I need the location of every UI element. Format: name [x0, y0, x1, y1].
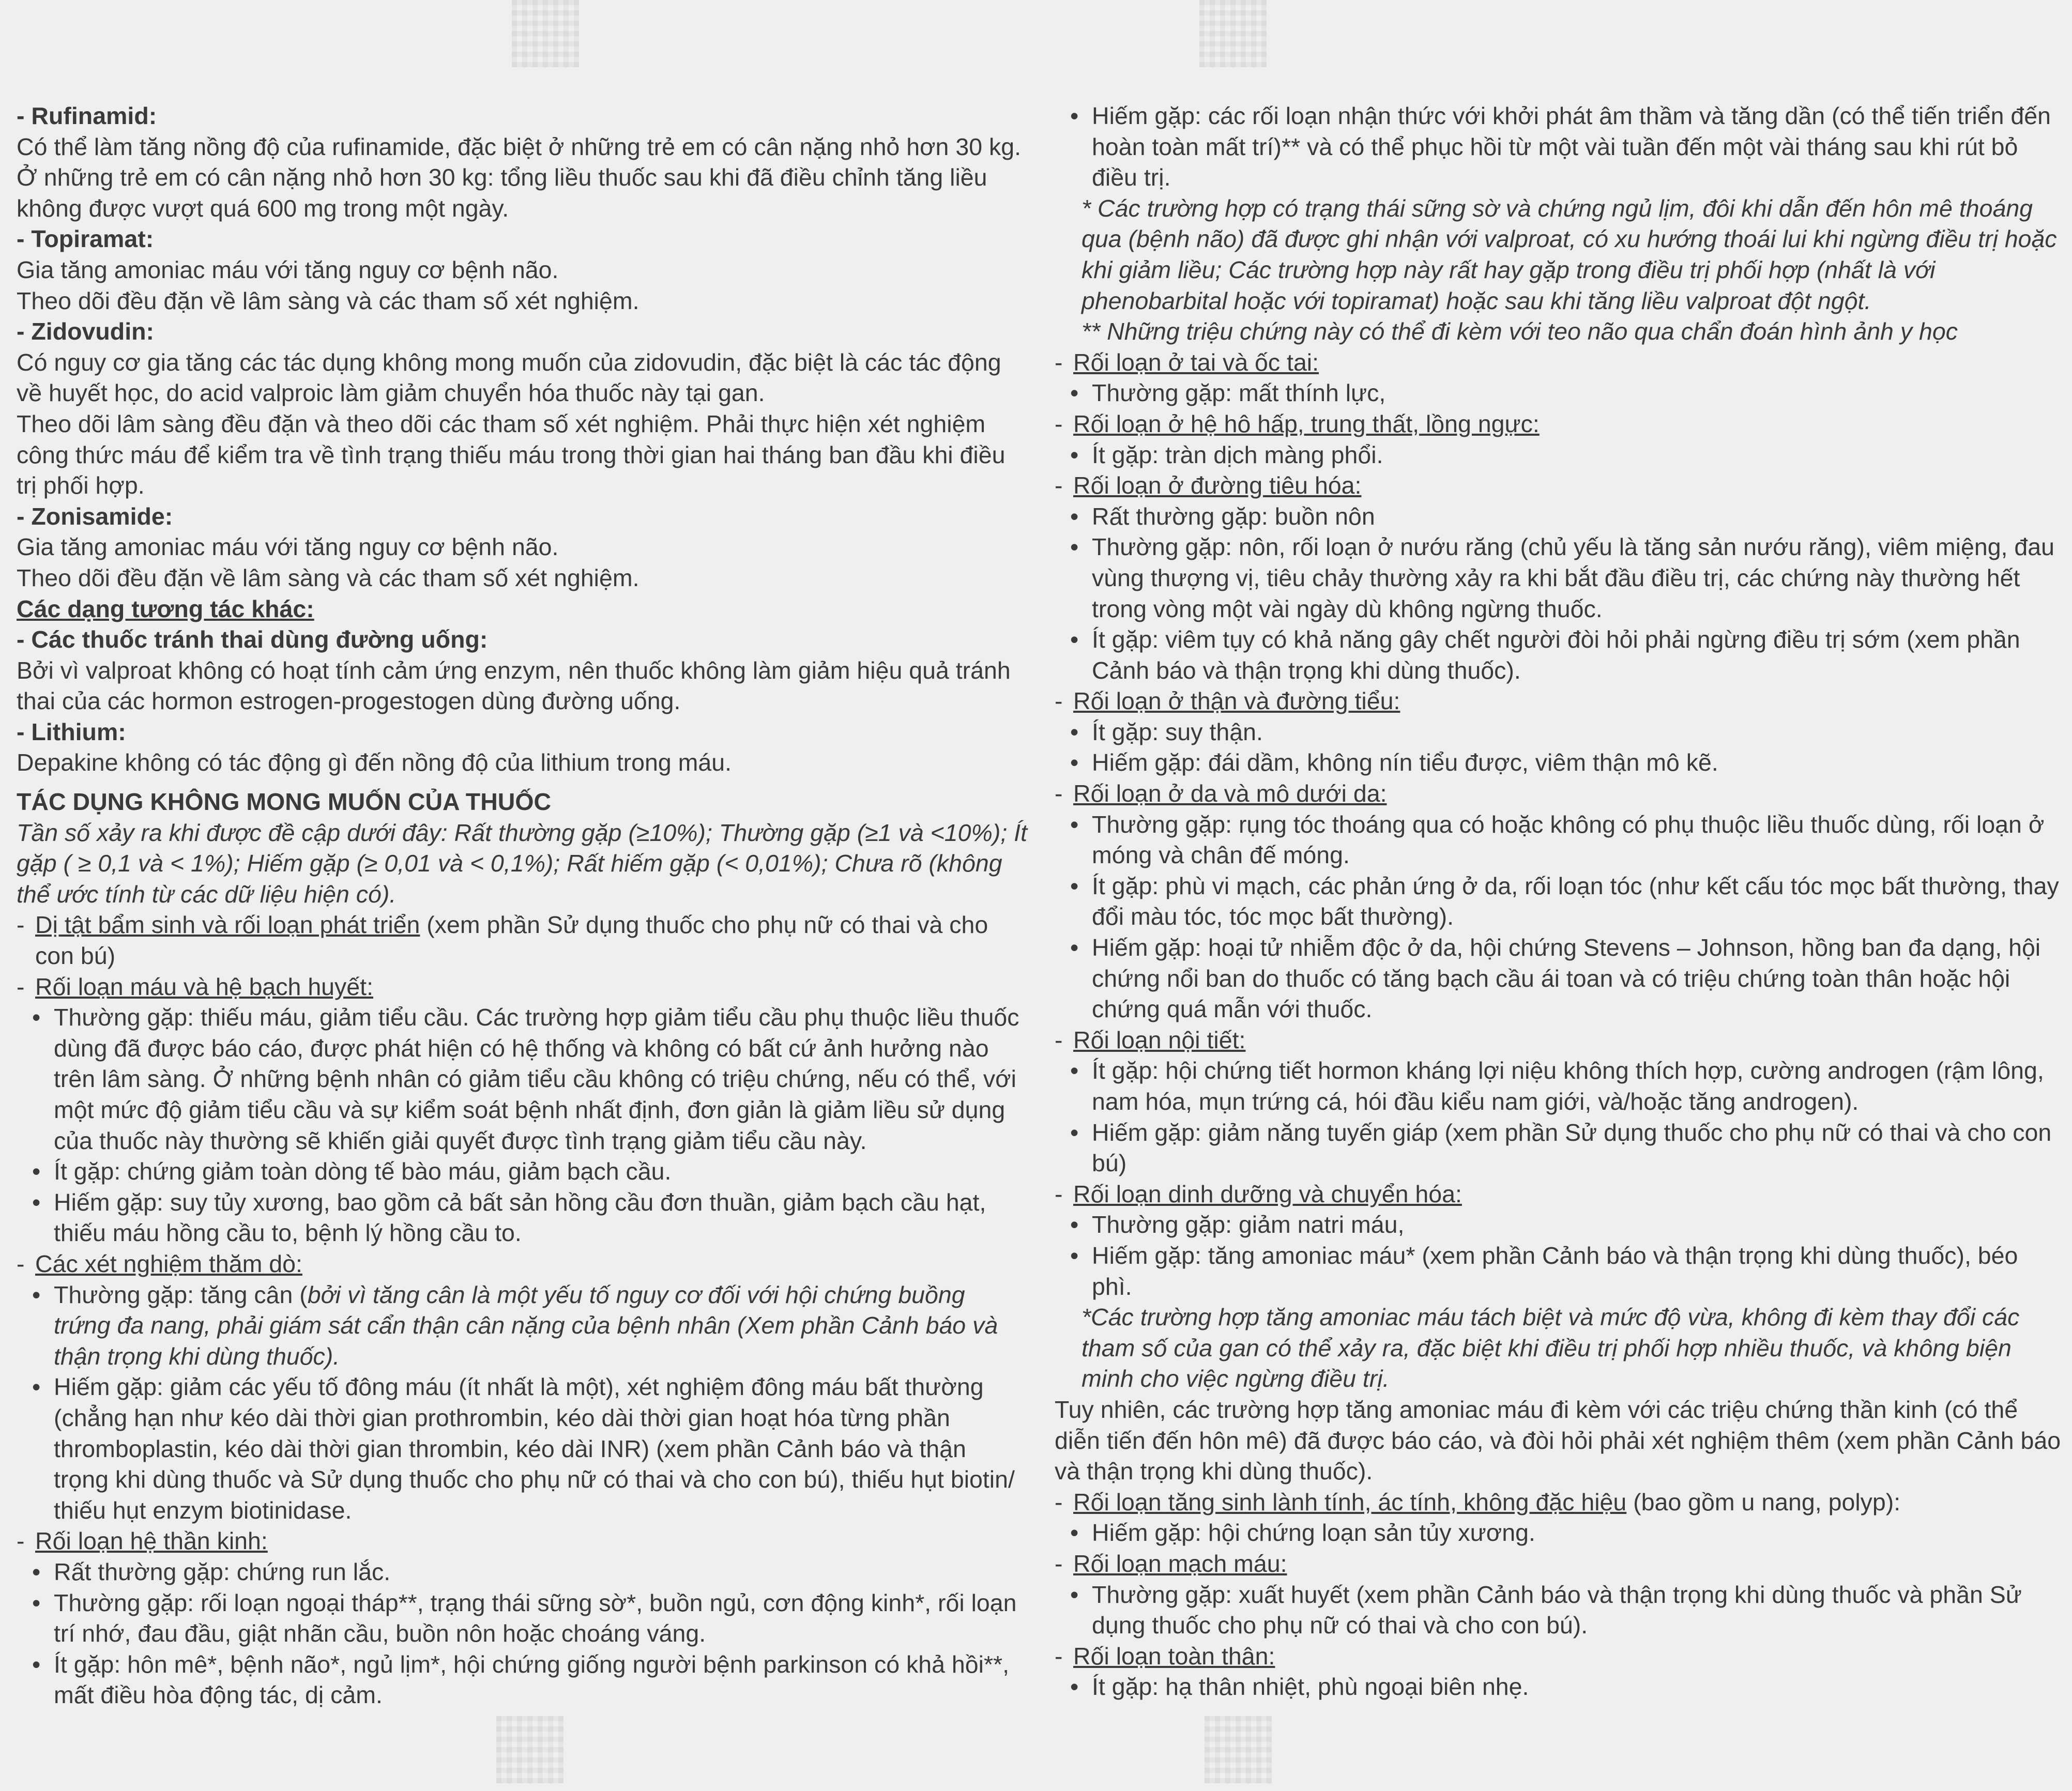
- label-general: Rối loạn toàn thân:: [1073, 1642, 1275, 1670]
- heading-topiramat: - Topiramat:: [17, 225, 154, 253]
- bullet-neuro-3: • Ít gặp: hôn mê*, bệnh não*, ngủ lịm*, hội chứng giống người bệnh parkinson có khả hồi**, mất điều hòa động tác, dị cảm.: [17, 1649, 1027, 1711]
- heading-renal: [1055, 686, 2063, 717]
- note-neuro-1: * Các trường hợp có trạng thái sững sờ và chứng ngủ lịm, đôi khi dẫn đến hôn mê thoáng qua (bệnh não) đã được ghi nhận với valproat, có xu hướng thoái lui khi ngừng điều trị hoặc khi giảm liều; Các trường hợp này rất hay gặp trong điều trị phối hợp (nhất là với phenobarbital hoặc với topiramat) hoặc sau khi tăng liều valproat đột ngột.: [1081, 194, 2057, 314]
- note-meta: *Các trường hợp tăng amoniac máu tách biệt và mức độ vừa, không đi kèm thay đổi các tham số của gan có thể xảy ra, đặc biệt khi điều trị phối hợp nhiều thuốc, và không biện minh cho việc ngừng điều trị.: [1081, 1304, 2020, 1392]
- item-neoplasms: [1055, 1487, 2063, 1518]
- heading-zidovudin: - Zidovudin:: [17, 318, 155, 345]
- bullet-gi-2: • Thường gặp: nôn, rối loạn ở nướu răng (chủ yếu là tăng sản nướu răng), viêm miệng, đau vùng thượng vị, tiêu chảy thường xảy ra khi bắt đầu điều trị, các chứng này thường hết trong vòng một vài ngày dù không ngừng thuốc.: [1055, 532, 2063, 624]
- label-vascular: Rối loạn mạch máu:: [1073, 1550, 1287, 1577]
- note-neuro-2: ** Những triệu chứng này có thể đi kèm với teo não qua chẩn đoán hình ảnh y học: [1081, 318, 1958, 345]
- bullet-tests-2: • Hiếm gặp: giảm các yếu tố đông máu (ít nhất là một), xét nghiệm đông máu bất thường (chẳng hạn như kéo dài thời gian prothrombin, kéo dài thời gian hoạt hóa từng phần thromboplastin, kéo dài thời gian thrombin, kéo dài INR) (xem phần Cảnh báo và thận trọng khi dùng thuốc và Sử dụng thuốc cho phụ nữ có thai và cho con bú), thiếu hụt biotin/ thiếu hụt enzym biotinidase.: [17, 1372, 1027, 1526]
- bullet-renal-2: • Hiếm gặp: đái dầm, không nín tiểu được, viêm thận mô kẽ.: [1055, 747, 2063, 778]
- text-tests-1a: Thường gặp: tăng cân (: [54, 1281, 308, 1308]
- bullet-blood-2: • Ít gặp: chứng giảm toàn dòng tế bào máu, giảm bạch cầu.: [17, 1156, 1027, 1187]
- text-zonisamide-1: Gia tăng amoniac máu với tăng nguy cơ bệnh não.: [17, 533, 559, 561]
- bullet-blood-1: • Thường gặp: thiếu máu, giảm tiểu cầu. Các trường hợp giảm tiểu cầu phụ thuộc liều thuốc dùng đã được báo cáo, được phát hiện có hệ thống và không có bất cứ ảnh hưởng nào trên lâm sàng. Ở những bệnh nhân có giảm tiểu cầu không có triệu chứng, nếu có thể, với một mức độ giảm tiểu cầu và sự kiểm soát bệnh nhất định, đơn giản là giảm liều sử dụng của thuốc này thường sẽ khiến giải quyết được tình trạng giảm tiểu cầu này.: [17, 1002, 1027, 1156]
- bullet-meta-2: • Hiếm gặp: tăng amoniac máu* (xem phần Cảnh báo và thận trọng khi dùng thuốc), béo phì.: [1055, 1241, 2063, 1302]
- text-congenital: (xem phần Sử dụng thuốc cho phụ nữ có thai và cho con bú): [35, 911, 988, 970]
- label-skin: Rối loạn ở da và mô dưới da:: [1073, 780, 1387, 807]
- text-lithium: Depakine không có tác động gì đến nồng độ của lithium trong máu.: [17, 749, 732, 776]
- text-zonisamide-2: Theo dõi đều đặn về lâm sàng và các tham số xét nghiệm.: [17, 564, 639, 591]
- bullet-neuro-4: • Hiếm gặp: các rối loạn nhận thức với khởi phát âm thầm và tăng dần (có thể tiến triển đến hoàn toàn mất trí)** và có thể phục hồi từ một vài tuần đến một vài tháng sau khi rút bỏ điều trị.: [1055, 101, 2063, 193]
- heading-gi: [1055, 470, 2063, 501]
- heading-resp: [1055, 409, 2063, 440]
- text-tests-1b: bởi vì tăng cân là một yếu tố nguy cơ đối với hội chứng buồng trứng đa nang, phải giám sát cẩn thận cân nặng của bệnh nhân (Xem phần Cảnh báo và thận trọng khi dùng thuốc).: [54, 1281, 998, 1370]
- text-neoplasms: (bao gồm u nang, polyp):: [1626, 1488, 1901, 1516]
- label-blood: Rối loạn máu và hệ bạch huyết:: [35, 973, 373, 1000]
- text-frequency-definitions: Tần số xảy ra khi được đề cập dưới đây: Rất thường gặp (≥10%); Thường gặp (≥1 và <10%); Ít gặp ( ≥ 0,1 và < 1%); Hiếm gặp (≥ 0,01 và < 0,1%); Rất hiếm gặp (< 0,01%); Chưa rõ (không thể ước tính từ các dữ liệu hiện có).: [17, 819, 1027, 908]
- text-topiramat-1: Gia tăng amoniac máu với tăng nguy cơ bệnh não.: [17, 256, 559, 283]
- heading-endo: [1055, 1025, 2063, 1056]
- section-title-adverse-effects: TÁC DỤNG KHÔNG MONG MUỐN CỦA THUỐC: [17, 788, 552, 816]
- text-meta-paragraph: Tuy nhiên, các trường hợp tăng amoniac máu đi kèm với các triệu chứng thần kinh (có thể diễn tiến đến hôn mê) đã được báo cáo, và đòi hỏi phải xét nghiệm thêm (xem phần Cảnh báo và thận trọng khi dùng thuốc).: [1055, 1396, 2061, 1485]
- heading-blood: [17, 972, 1027, 1003]
- label-congenital: Dị tật bẩm sinh và rối loạn phát triển: [35, 911, 420, 939]
- label-gi: Rối loạn ở đường tiêu hóa:: [1073, 472, 1362, 499]
- bullet-neuro-2: • Thường gặp: rối loạn ngoại tháp**, trạng thái sững sờ*, buồn ngủ, cơn động kinh*, rối loạn trí nhớ, đau đầu, giật nhãn cầu, buồn nôn hoặc choáng váng.: [17, 1588, 1027, 1649]
- label-neuro: Rối loạn hệ thần kinh:: [35, 1527, 268, 1555]
- label-neoplasms: Rối loạn tăng sinh lành tính, ác tính, không đặc hiệu: [1073, 1488, 1627, 1516]
- bullet-resp-1: • Ít gặp: tràn dịch màng phổi.: [1055, 440, 2063, 471]
- heading-meta: [1055, 1179, 2063, 1210]
- bullet-renal-1: • Ít gặp: suy thận.: [1055, 717, 2063, 748]
- label-resp: Rối loạn ở hệ hô hấp, trung thất, lồng ngực:: [1073, 410, 1540, 437]
- heading-skin: [1055, 778, 2063, 809]
- left-column: [17, 101, 1027, 1711]
- bullet-vascular-1: • Thường gặp: xuất huyết (xem phần Cảnh báo và thận trọng khi dùng thuốc và phần Sử dụng thuốc cho phụ nữ có thai và cho con bú).: [1055, 1580, 2063, 1641]
- text-contraceptives: Bởi vì valproat không có hoạt tính cảm ứng enzym, nên thuốc không làm giảm hiệu quả tránh thai của các hormon estrogen-progestogen dùng đường uống.: [17, 656, 1011, 715]
- heading-other-interactions: Các dạng tương tác khác:: [17, 595, 314, 622]
- bullet-gi-3: • Ít gặp: viêm tụy có khả năng gây chết người đòi hỏi phải ngừng điều trị sớm (xem phần Cảnh báo và thận trọng khi dùng thuốc).: [1055, 624, 2063, 686]
- right-column: [1055, 101, 2063, 1703]
- bullet-general-1: • Ít gặp: hạ thân nhiệt, phù ngoại biên nhẹ.: [1055, 1672, 2063, 1703]
- qr-watermark: [1205, 1716, 1272, 1783]
- bullet-neo-1: • Hiếm gặp: hội chứng loạn sản tủy xương.: [1055, 1518, 2063, 1549]
- bullet-gi-1: • Rất thường gặp: buồn nôn: [1055, 501, 2063, 532]
- heading-vascular: [1055, 1549, 2063, 1580]
- label-tests: Các xét nghiệm thăm dò:: [35, 1250, 302, 1277]
- heading-zonisamide: - Zonisamide:: [17, 502, 173, 530]
- heading-general: [1055, 1641, 2063, 1672]
- label-meta: Rối loạn dinh dưỡng và chuyển hóa:: [1073, 1180, 1462, 1207]
- bullet-skin-1: • Thường gặp: rụng tóc thoáng qua có hoặc không có phụ thuộc liều thuốc dùng, rối loạn ở móng và chân đế móng.: [1055, 809, 2063, 871]
- text-zidovudin-2: Theo dõi lâm sàng đều đặn và theo dõi các tham số xét nghiệm. Phải thực hiện xét nghiệm công thức máu để kiểm tra về tình trạng thiếu máu trong thời gian hai tháng ban đầu khi điều trị phối hợp.: [17, 410, 1005, 499]
- label-ear: Rối loạn ở tai và ốc tai:: [1073, 348, 1319, 376]
- bullet-skin-2: • Ít gặp: phù vi mạch, các phản ứng ở da, rối loạn tóc (như kết cấu tóc mọc bất thường, thay đổi màu tóc, tóc mọc bất thường).: [1055, 871, 2063, 932]
- text-rufinamid: Có thể làm tăng nồng độ của rufinamide, đặc biệt ở những trẻ em có cân nặng nhỏ hơn 30 kg. Ở những trẻ em có cân nặng nhỏ hơn 30 kg: tổng liều thuốc sau khi đã điều chỉnh tăng liều không được vượt quá 600 mg trong một ngày.: [17, 133, 1022, 222]
- bullet-endo-2: • Hiếm gặp: giảm năng tuyến giáp (xem phần Sử dụng thuốc cho phụ nữ có thai và cho con bú): [1055, 1118, 2063, 1179]
- heading-lithium: - Lithium:: [17, 718, 126, 745]
- heading-ear: [1055, 347, 2063, 378]
- heading-tests: [17, 1249, 1027, 1280]
- bullet-neuro-1: • Rất thường gặp: chứng run lắc.: [17, 1557, 1027, 1588]
- bullet-tests-1: [17, 1280, 1027, 1372]
- bullet-meta-1: • Thường gặp: giảm natri máu,: [1055, 1210, 2063, 1241]
- text-topiramat-2: Theo dõi đều đặn về lâm sàng và các tham số xét nghiệm.: [17, 287, 639, 314]
- bullet-ear-1: • Thường gặp: mất thính lực,: [1055, 378, 2063, 409]
- qr-watermark: [512, 0, 579, 67]
- heading-contraceptives: - Các thuốc tránh thai dùng đường uống:: [17, 626, 488, 653]
- qr-watermark: [496, 1716, 563, 1783]
- item-congenital: [17, 910, 1027, 971]
- label-renal: Rối loạn ở thận và đường tiểu:: [1073, 687, 1400, 715]
- bullet-endo-1: • Ít gặp: hội chứng tiết hormon kháng lợi niệu không thích hợp, cường androgen (rậm lông, nam hóa, mụn trứng cá, hói đầu kiểu nam giới, và/hoặc tăng androgen).: [1055, 1055, 2063, 1117]
- text-zidovudin-1: Có nguy cơ gia tăng các tác dụng không mong muốn của zidovudin, đặc biệt là các tác động về huyết học, do acid valproic làm giảm chuyển hóa thuốc này tại gan.: [17, 348, 1001, 407]
- heading-rufinamid: - Rufinamid:: [17, 102, 157, 129]
- heading-neuro: [17, 1526, 1027, 1557]
- bullet-blood-3: • Hiếm gặp: suy tủy xương, bao gồm cả bất sản hồng cầu đơn thuần, giảm bạch cầu hạt, thiếu máu hồng cầu to, bệnh lý hồng cầu to.: [17, 1187, 1027, 1249]
- bullet-skin-3: • Hiếm gặp: hoại tử nhiễm độc ở da, hội chứng Stevens – Johnson, hồng ban đa dạng, hội chứng nổi ban do thuốc có tăng bạch cầu ái toan và có triệu chứng toàn thân hoặc hội chứng quá mẫn với thuốc.: [1055, 932, 2063, 1025]
- label-endo: Rối loạn nội tiết:: [1073, 1026, 1246, 1053]
- qr-watermark: [1199, 0, 1267, 67]
